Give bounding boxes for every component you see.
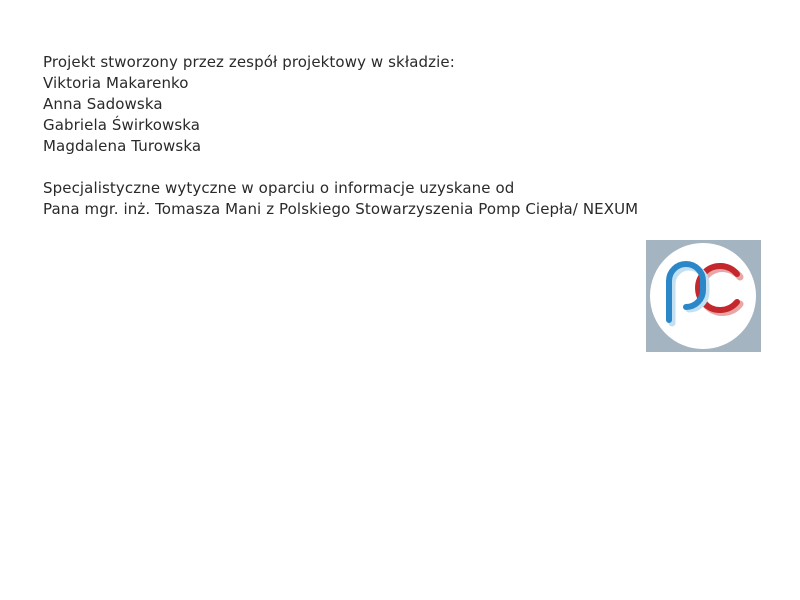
credits-text [43,52,638,220]
credits-intro: Projekt stworzony przez zespół projektowy w składzie: [43,53,455,71]
acknowledgement-line-1: Specjalistyczne wytyczne w oparciu o informacje uzyskane od [43,179,515,197]
paragraph-spacer [43,157,638,178]
team-member-1: Viktoria Makarenko [43,74,189,92]
team-member-2: Anna Sadowska [43,95,163,113]
acknowledgement-line-2: Pana mgr. inż. Tomasza Mani z Polskiego Stowarzyszenia Pomp Ciepła/ NEXUM [43,200,639,218]
team-member-4: Magdalena Turowska [43,137,202,155]
team-member-3: Gabriela Świrkowska [43,116,201,134]
psc-logo-icon [646,240,761,352]
organization-logo [646,240,761,352]
